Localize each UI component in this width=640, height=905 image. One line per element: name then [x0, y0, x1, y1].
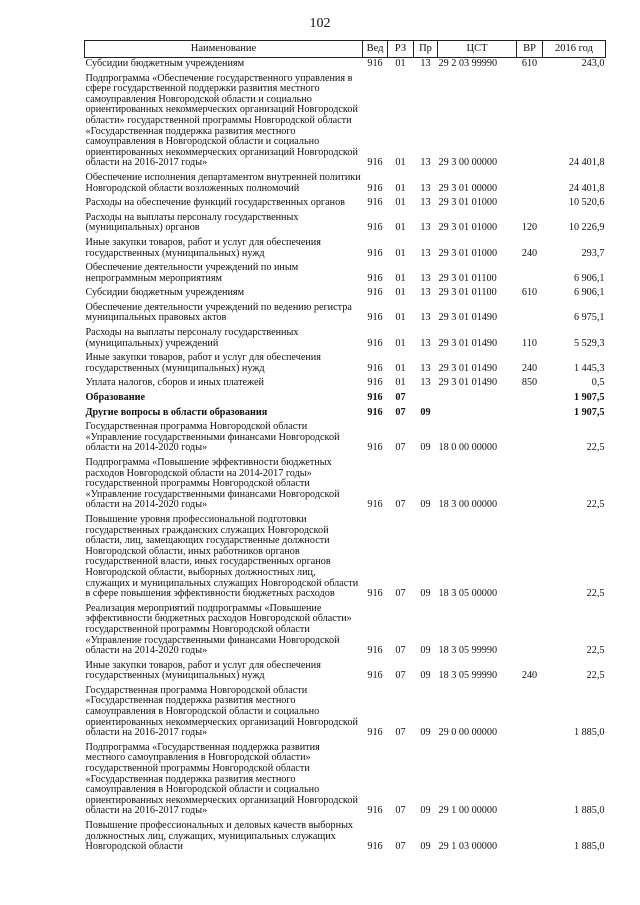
row-amount: 1 885,0	[573, 727, 605, 739]
row-ved: 916	[367, 182, 383, 194]
table-row	[85, 58, 606, 73]
row-vr	[517, 172, 543, 197]
row-ved: 916	[367, 197, 383, 209]
row-vr	[517, 407, 543, 422]
row-ved: 916	[367, 247, 383, 259]
row-pr: 13	[420, 197, 431, 209]
row-rz: 01	[395, 312, 406, 324]
row-rz: 07	[395, 392, 406, 404]
row-vr	[517, 820, 543, 856]
row-csr: 29 3 01 00000	[438, 182, 498, 194]
table-row	[85, 603, 606, 660]
row-amount: 1 445,3	[573, 362, 605, 374]
row-name: Уплата налогов, сборов и иных платежей	[85, 377, 264, 389]
row-name: Иные закупки товаров, работ и услуг для обеспечения государственных (муниципальных) нужд	[85, 352, 321, 374]
row-rz: 01	[395, 197, 406, 209]
row-vr	[517, 685, 543, 742]
row-name: Иные закупки товаров, работ и услуг для обеспечения государственных (муниципальных) нужд	[85, 236, 321, 259]
header-ved: Вед	[363, 41, 388, 58]
row-amount: 243,0	[581, 58, 605, 69]
row-csr: 29 1 00 00000	[438, 805, 498, 817]
row-csr: 29 3 01 01000	[438, 247, 498, 259]
row-csr: 29 3 01 01490	[438, 337, 498, 349]
header-pr: Пр	[414, 41, 438, 58]
row-vr: 110	[522, 337, 537, 349]
row-name: Обеспечение исполнения департаментом внутренней политики Новгородской области возложенных полномочий	[85, 171, 361, 194]
row-ved: 916	[367, 406, 383, 418]
table-row	[85, 660, 606, 685]
table-row	[85, 377, 606, 392]
row-pr: 09	[420, 588, 431, 600]
row-csr: 29 3 01 01000	[438, 197, 498, 209]
row-ved: 916	[367, 272, 383, 284]
row-csr: 29 3 01 01100	[438, 272, 497, 284]
row-amount: 5 529,3	[573, 337, 605, 349]
row-vr	[517, 742, 543, 820]
row-amount: 22,5	[586, 588, 605, 600]
row-amount: 22,5	[586, 670, 605, 682]
row-csr: 29 3 01 01490	[438, 362, 498, 374]
table-body	[85, 58, 606, 856]
row-name: Субсидии бюджетным учреждениям	[85, 58, 245, 69]
row-pr: 13	[420, 287, 431, 299]
row-name: Расходы на обеспечение функций государственных органов	[85, 197, 345, 209]
row-vr	[517, 603, 543, 660]
header-rz: РЗ	[388, 41, 414, 58]
row-amount: 6 906,1	[573, 287, 605, 299]
row-rz: 01	[395, 272, 406, 284]
row-name: Обеспечение деятельности учреждений по иным непрограммным мероприятиям	[85, 262, 299, 284]
row-rz: 07	[395, 841, 406, 853]
row-csr	[438, 392, 517, 407]
row-name: Субсидии бюджетным учреждениям	[85, 287, 245, 299]
row-csr: 18 3 05 99990	[438, 645, 498, 657]
row-vr: 240	[521, 362, 538, 374]
row-pr: 13	[420, 157, 431, 169]
row-rz: 01	[395, 337, 406, 349]
row-csr: 29 3 01 01100	[438, 287, 497, 299]
table-row	[85, 407, 606, 422]
row-name: Повышение профессиональных и деловых качеств выборных должностных лиц, служащих, муниципальных служащих Новгородской области	[85, 820, 354, 853]
row-ved: 916	[367, 58, 383, 69]
budget-table	[84, 40, 606, 856]
table-row	[85, 421, 606, 457]
row-name: Образование	[85, 392, 146, 404]
row-amount: 1 907,5	[573, 392, 605, 404]
row-vr	[517, 392, 543, 407]
row-name: Другие вопросы в области образования	[85, 406, 268, 418]
table-row	[85, 685, 606, 742]
row-rz: 01	[395, 222, 406, 234]
row-csr: 29 2 03 99990	[438, 58, 498, 69]
row-ved: 916	[367, 805, 383, 817]
row-rz: 01	[395, 362, 406, 374]
row-rz: 07	[395, 406, 406, 418]
row-name: Расходы на выплаты персоналу государственных (муниципальных) органов	[85, 211, 299, 234]
table-row	[85, 172, 606, 197]
row-rz: 01	[395, 247, 406, 259]
table-row	[85, 820, 606, 856]
row-name: Реализация мероприятий подпрограммы «Повышение эффективности бюджетных расходов Новгородской области» государственной программы Новгородской области «Управление государственными финансами Новгородской области на 2014-2020 годы»	[85, 602, 352, 657]
page-number: 102	[309, 16, 331, 31]
row-rz: 07	[395, 670, 406, 682]
row-vr: 850	[521, 377, 538, 389]
row-amount: 1 907,5	[573, 406, 605, 418]
row-rz: 07	[395, 805, 406, 817]
row-name: Государственная программа Новгородской области «Государственная поддержка развития местного самоуправления в Новгородской области и социально ориентированных некоммерческих организаций Новгородской области на 2016-2017 годы»	[85, 684, 358, 739]
row-pr: 13	[420, 247, 431, 259]
row-name: Повышение уровня профессиональной подготовки государственных гражданских служащих Новгородской области, лиц, замещающих государственные должности Новгородской области, иных работников органов государственной власти, иных государственных органов Новгородской области, выборных должностных лиц, служащих и муниципальных служащих Новгородской области в сфере повышения эффективности бюджетных расходов	[85, 513, 359, 600]
row-csr: 29 3 01 01000	[438, 222, 498, 234]
row-vr: 120	[521, 222, 538, 234]
row-name: Подпрограмма «Обеспечение государственного управления в сфере государственной поддержки развития местного самоуправления Новгородской области и социально ориентированных некоммерческих организаций Новгородской области» государственной программы Новгородской области «Государственная поддержка развития местного самоуправления в Новгородской области и социально ориентированных некоммерческих организаций Новгородской области на 2016-2017 годы»	[85, 72, 358, 169]
header-name: Наименование	[85, 41, 363, 58]
row-pr: 13	[420, 362, 431, 374]
row-name: Подпрограмма «Государственная поддержка развития местного самоуправления в Новгородской области» государственной программы Новгородской области «Государственная поддержка развития местного самоуправления в Новгородской области и социально ориентированных некоммерческих организаций Новгородской области на 2016-2017 годы»	[85, 741, 358, 817]
row-csr: 29 1 03 00000	[438, 841, 498, 853]
row-amount: 0,5	[591, 377, 605, 389]
table-row	[85, 262, 606, 287]
table-row	[85, 742, 606, 820]
row-rz: 01	[395, 182, 406, 194]
table-row	[85, 237, 606, 262]
row-rz: 01	[395, 377, 406, 389]
row-rz: 07	[395, 442, 406, 454]
table-row	[85, 327, 606, 352]
row-vr	[517, 514, 543, 603]
row-pr: 13	[420, 312, 431, 324]
row-pr: 09	[420, 670, 431, 682]
table-row	[85, 392, 606, 407]
header-csr: ЦСТ	[438, 41, 517, 58]
row-csr: 18 0 00 00000	[438, 442, 498, 454]
row-amount: 10 226,9	[568, 222, 605, 234]
row-pr: 13	[420, 272, 431, 284]
header-amount: 2016 год	[543, 41, 606, 58]
row-rz: 07	[395, 727, 406, 739]
row-amount: 6 906,1	[573, 272, 605, 284]
row-ved: 916	[367, 392, 383, 404]
row-pr: 09	[420, 499, 431, 511]
row-pr: 09	[420, 805, 431, 817]
row-name: Государственная программа Новгородской области «Управление государственными финансами Новгородской области на 2014-2020 годы»	[85, 421, 340, 454]
row-pr: 13	[420, 58, 431, 69]
row-rz: 07	[395, 588, 406, 600]
row-amount: 10 520,6	[568, 197, 605, 209]
table-row	[85, 197, 606, 212]
row-amount: 24 401,8	[568, 157, 605, 169]
row-vr: 610	[521, 287, 538, 299]
table-row	[85, 302, 606, 327]
row-ved: 916	[367, 499, 383, 511]
row-name: Подпрограмма «Повышение эффективности бюджетных расходов Новгородской области на 2014-2017 годы» государственной программы Новгородской области «Управление государственными финансами Новгородской области на 2014-2020 годы»	[85, 457, 340, 511]
row-rz: 01	[395, 157, 406, 169]
row-pr: 09	[420, 406, 431, 418]
row-pr	[414, 392, 438, 407]
row-vr	[517, 262, 543, 287]
row-csr: 18 3 00 00000	[438, 499, 498, 511]
table-header	[85, 41, 606, 58]
row-vr	[517, 457, 543, 514]
row-pr: 13	[420, 222, 431, 234]
row-pr: 13	[420, 182, 431, 194]
row-csr: 29 3 01 01490	[438, 377, 498, 389]
table-row	[85, 457, 606, 514]
row-amount: 6 975,1	[573, 312, 605, 324]
row-rz: 01	[395, 58, 406, 69]
table-row	[85, 352, 606, 377]
row-csr: 29 3 00 00000	[438, 157, 498, 169]
row-vr: 610	[521, 58, 538, 69]
row-csr: 29 0 00 00000	[438, 727, 498, 739]
row-pr: 09	[420, 645, 431, 657]
row-pr: 09	[420, 727, 431, 739]
table-row	[85, 514, 606, 603]
table-row	[85, 212, 606, 237]
row-csr	[438, 407, 517, 422]
row-ved: 916	[367, 312, 383, 324]
row-csr: 29 3 01 01490	[438, 312, 498, 324]
row-pr: 13	[420, 337, 431, 349]
row-ved: 916	[367, 645, 383, 657]
row-amount: 24 401,8	[568, 182, 605, 194]
row-ved: 916	[367, 670, 383, 682]
row-pr: 13	[420, 377, 431, 389]
row-rz: 01	[395, 287, 406, 299]
row-amount: 1 885,0	[573, 841, 605, 853]
row-pr: 09	[420, 841, 431, 853]
row-vr	[517, 197, 543, 212]
row-amount: 1 885,0	[573, 805, 605, 817]
row-ved: 916	[367, 287, 383, 299]
row-csr: 18 3 05 00000	[438, 588, 498, 600]
header-vr: ВР	[517, 41, 543, 58]
row-ved: 916	[367, 362, 383, 374]
row-vr	[517, 421, 543, 457]
row-vr	[517, 73, 543, 172]
row-amount: 22,5	[586, 499, 605, 511]
row-ved: 916	[367, 337, 383, 349]
row-csr: 18 3 05 99990	[438, 670, 498, 682]
row-rz: 07	[395, 645, 406, 657]
table-row	[85, 73, 606, 172]
row-rz: 07	[395, 499, 406, 511]
row-ved: 916	[367, 727, 383, 739]
row-name: Иные закупки товаров, работ и услуг для обеспечения государственных (муниципальных) нужд	[85, 659, 321, 682]
row-ved: 916	[367, 442, 383, 454]
row-amount: 293,7	[581, 247, 605, 259]
row-ved: 916	[367, 157, 383, 169]
row-ved: 916	[367, 841, 383, 853]
table-row	[85, 287, 606, 302]
row-amount: 22,5	[586, 645, 605, 657]
row-name: Обеспечение деятельности учреждений по ведению регистра муниципальных правовых актов	[85, 301, 352, 324]
row-amount: 22,5	[586, 442, 605, 454]
row-ved: 916	[367, 588, 383, 600]
row-name: Расходы на выплаты персоналу государственных (муниципальных) учреждений	[85, 327, 299, 349]
row-pr: 09	[420, 442, 431, 454]
row-ved: 916	[367, 377, 383, 389]
row-ved: 916	[367, 222, 383, 234]
row-vr: 240	[521, 247, 538, 259]
row-vr	[517, 302, 543, 327]
row-vr: 240	[521, 670, 538, 682]
